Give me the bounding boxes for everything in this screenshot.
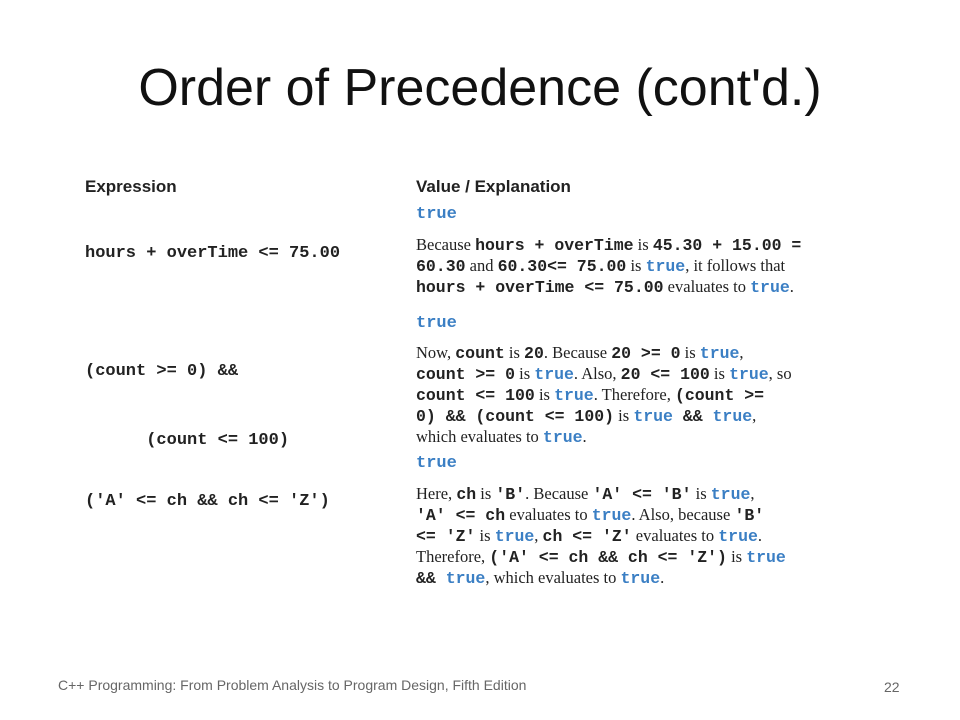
expression-line: (count <= 100) xyxy=(85,431,290,450)
keyword-text: true xyxy=(746,548,786,567)
expression-cell xyxy=(85,454,330,530)
footer-text: C++ Programming: From Problem Analysis to Program Design, Fifth Edition xyxy=(58,677,527,693)
explanation-text: is xyxy=(709,364,730,383)
explanation-text: is xyxy=(475,526,495,545)
keyword-text: true xyxy=(729,365,769,384)
value-cell: true xyxy=(416,314,457,333)
code-text: 20 xyxy=(524,344,544,363)
explanation-text: Because xyxy=(416,235,476,254)
explanation-text: is xyxy=(504,343,525,362)
explanation-text: is xyxy=(534,385,555,404)
explanation-line xyxy=(416,277,856,298)
explanation-cell xyxy=(416,484,856,589)
expression-line: hours + overTime <= 75.00 xyxy=(85,244,341,263)
explanation-text: Now, xyxy=(416,343,456,362)
code-text: hours + overTime xyxy=(475,236,634,255)
page-number: 22 xyxy=(884,679,900,695)
explanation-text: is xyxy=(476,484,496,503)
explanation-line xyxy=(416,526,856,547)
code-text: 0) && (count <= 100) xyxy=(416,407,615,426)
explanation-text: , so xyxy=(768,364,792,383)
explanation-cell xyxy=(416,343,856,448)
code-text: ('A' <= ch && ch <= 'Z') xyxy=(489,548,727,567)
code-text: count <= 100 xyxy=(416,386,535,405)
keyword-text: true xyxy=(710,485,751,504)
explanation-text: is xyxy=(633,235,653,254)
explanation-line xyxy=(416,547,856,568)
explanation-line xyxy=(416,343,856,364)
slide-title: Order of Precedence (cont'd.) xyxy=(138,59,822,117)
code-text: 'A' <= ch xyxy=(416,506,506,525)
explanation-text: which evaluates to xyxy=(416,427,543,446)
code-text: 45.30 + 15.00 = xyxy=(652,236,802,255)
code-text: ch xyxy=(456,485,477,504)
explanation-line xyxy=(416,505,856,526)
explanation-text: . xyxy=(582,427,587,446)
keyword-text: true xyxy=(699,344,740,363)
keyword-text: true xyxy=(591,506,632,525)
expression-line: ('A' <= ch && ch <= 'Z') xyxy=(85,492,330,511)
explanation-text: is xyxy=(626,256,646,275)
code-text: <= 'Z' xyxy=(416,527,476,546)
value-column-header: Value / Explanation xyxy=(416,177,571,196)
explanation-text: evaluates to xyxy=(505,505,592,524)
code-text: count >= 0 xyxy=(416,365,516,384)
keyword-text: true xyxy=(620,569,661,588)
explanation-text: , which evaluates to xyxy=(485,568,621,587)
expression-cell xyxy=(85,206,340,282)
explanation-text: is xyxy=(691,484,711,503)
explanation-text: , xyxy=(739,343,744,362)
explanation-text: Here, xyxy=(416,484,457,503)
code-text: && xyxy=(672,407,713,426)
code-text: && xyxy=(416,569,446,588)
explanation-line xyxy=(416,484,856,505)
keyword-text: true xyxy=(542,428,583,447)
code-text: (count >= xyxy=(674,386,765,405)
keyword-text: true xyxy=(718,527,758,546)
keyword-text: true xyxy=(633,407,673,426)
expression-cell xyxy=(85,314,289,475)
explanation-text: and xyxy=(465,256,498,275)
code-text: 60.30<= 75.00 xyxy=(497,257,627,276)
explanation-text: , xyxy=(534,526,543,545)
code-text: 'A' <= 'B' xyxy=(592,485,692,504)
explanation-text: is xyxy=(680,343,700,362)
value-cell: true xyxy=(416,205,457,224)
explanation-text: , xyxy=(750,484,755,503)
code-text: 'B' xyxy=(495,485,526,504)
code-text: 'B' xyxy=(734,506,765,525)
explanation-text: , it follows that xyxy=(685,256,786,275)
explanation-text: , xyxy=(752,406,757,425)
explanation-text: . Also, xyxy=(573,364,621,383)
code-text: hours + overTime <= 75.00 xyxy=(416,278,664,297)
code-text: 60.30 xyxy=(416,257,466,276)
value-cell: true xyxy=(416,454,457,473)
explanation-text: . Therefore, xyxy=(593,385,675,404)
explanation-line xyxy=(416,235,856,256)
explanation-text: . Also, because xyxy=(631,505,735,524)
explanation-line xyxy=(416,406,856,427)
explanation-text: . xyxy=(757,526,762,545)
explanation-line xyxy=(416,427,856,448)
explanation-line xyxy=(416,256,856,277)
code-text: count xyxy=(455,344,505,363)
keyword-text: true xyxy=(750,278,790,297)
keyword-text: true xyxy=(445,569,486,588)
keyword-text: true xyxy=(554,386,594,405)
keyword-text: true xyxy=(645,257,686,276)
explanation-text: . Because xyxy=(525,484,593,503)
explanation-line xyxy=(416,568,856,589)
code-text: ch <= 'Z' xyxy=(542,527,632,546)
explanation-text: . xyxy=(660,568,665,587)
explanation-line xyxy=(416,385,856,406)
explanation-text: is xyxy=(726,547,747,566)
keyword-text: true xyxy=(534,365,574,384)
explanation-text: is xyxy=(614,406,634,425)
expression-line: (count >= 0) && xyxy=(85,362,239,381)
code-text: 20 <= 100 xyxy=(620,365,710,384)
expression-column-header: Expression xyxy=(85,177,177,196)
keyword-text: true xyxy=(494,527,535,546)
explanation-text: . Because xyxy=(543,343,612,362)
explanation-cell xyxy=(416,235,856,298)
explanation-text: evaluates to xyxy=(663,277,751,296)
explanation-text: Therefore, xyxy=(416,547,490,566)
keyword-text: true xyxy=(712,407,753,426)
explanation-text: evaluates to xyxy=(631,526,719,545)
explanation-text: . xyxy=(789,277,794,296)
explanation-line xyxy=(416,364,856,385)
code-text: 20 >= 0 xyxy=(611,344,681,363)
explanation-text: is xyxy=(515,364,535,383)
